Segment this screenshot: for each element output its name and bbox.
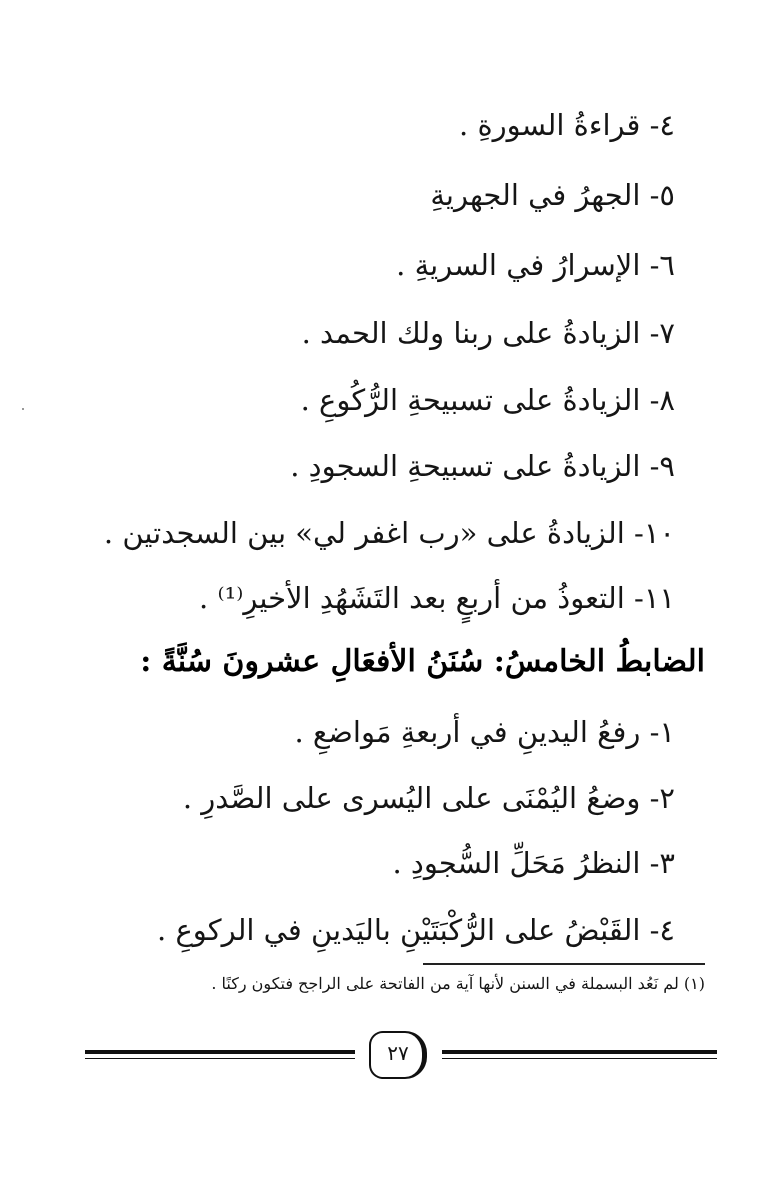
scan-dot [22,408,24,410]
list-item-1: ١- رفعُ اليدينِ في أربعةِ مَواضعِ . [294,715,675,749]
page-number: ٢٧ [387,1041,409,1065]
footer-rule-right-thin [442,1058,717,1059]
text-line-7: ٧- الزيادةُ على ربنا ولك الحمد . [301,316,675,350]
list-item-4: ٤- القَبْضُ على الرُّكْبَتَيْنِ باليَدينِ في الركوعِ . [157,913,675,947]
text-line-6: ٦- الإسرارُ في السريةِ . [396,248,675,282]
text-line-10: ١٠- الزيادةُ على «رب اغفر لي» بين السجدتين . [103,516,675,550]
footnote: (١) لم نَعُد البسملة في السنن لأنها آية من الفاتحة على الراجح فتكون ركنًا . [211,974,705,993]
section-heading: الضابطُ الخامسُ: سُنَنُ الأفعَالِ عشرونَ سُنَّةً : [140,644,705,679]
list-item-2: ٢- وضعُ اليُمْنَى على اليُسرى على الصَّدرِ . [182,781,675,815]
text-line-5: ٥- الجهرُ في الجهريةِ [430,178,675,212]
list-item-3: ٣- النظرُ مَحَلِّ السُّجودِ . [392,846,675,880]
footer-rule-left-thin [85,1058,355,1059]
text-line-8: ٨- الزيادةُ على تسبيحةِ الرُّكُوعِ . [300,383,675,417]
footer-rule-left [85,1050,355,1054]
footer-rule-right [442,1050,717,1054]
text-line-4: ٤- قراءةُ السورةِ . [459,108,675,142]
footnote-separator [423,963,705,965]
text-line-9: ٩- الزيادةُ على تسبيحةِ السجودِ . [290,449,675,483]
text-line-11: ١١- التعوذُ من أربعٍ بعد التَشَهُدِ الأخيرِ⁽¹⁾ . [199,581,675,615]
